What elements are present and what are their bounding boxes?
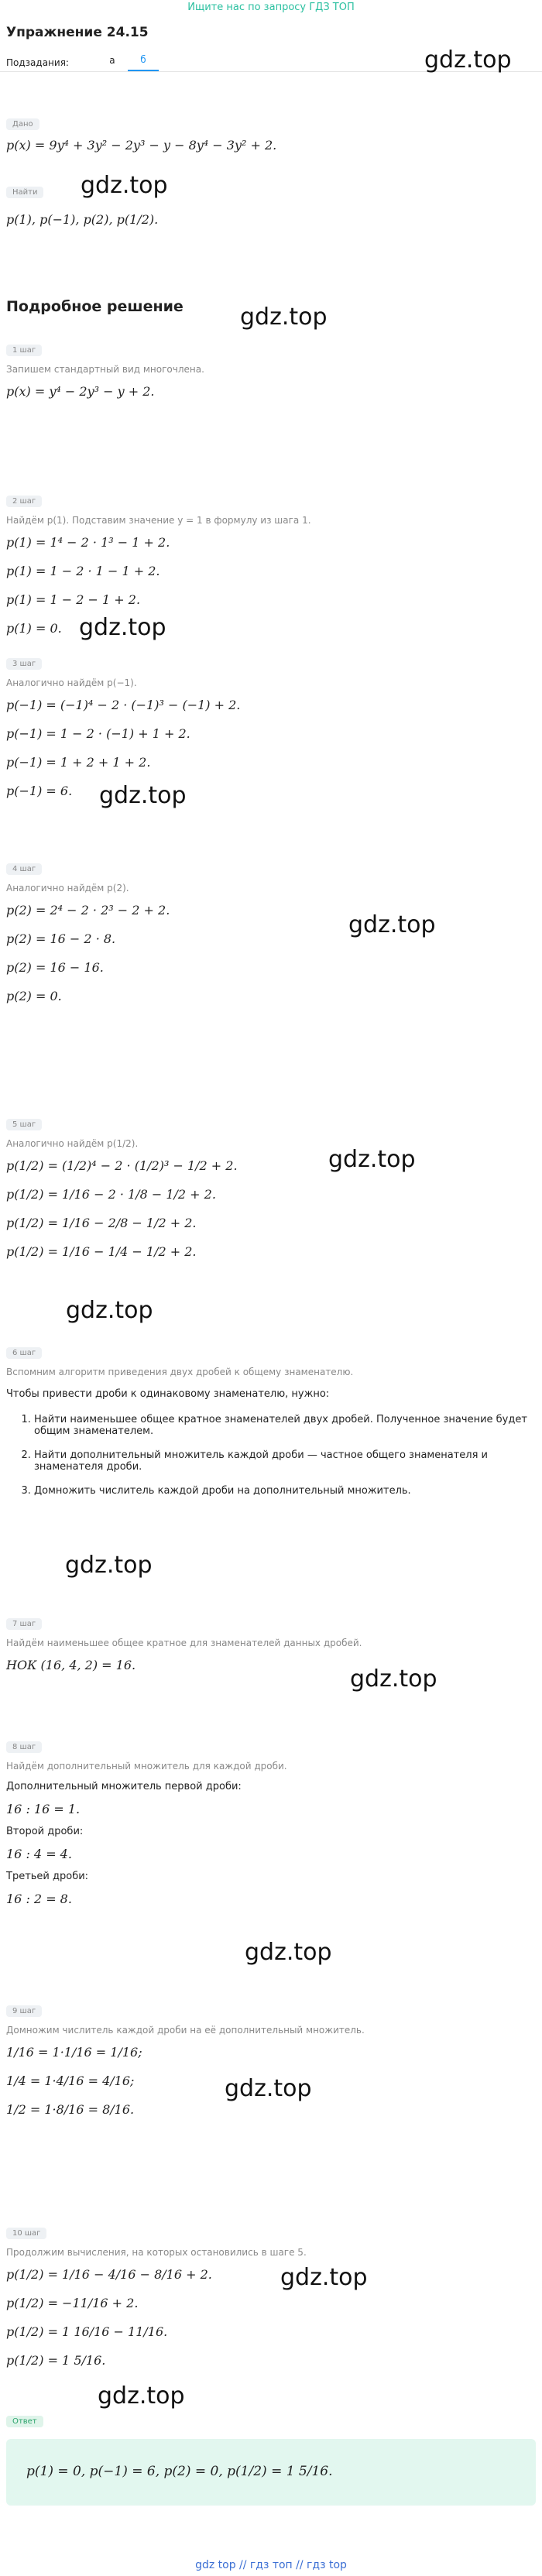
page-title: Упражнение 24.15: [6, 25, 149, 40]
tab-b[interactable]: б: [128, 54, 159, 71]
step-text: Второй дроби:: [6, 1826, 84, 1837]
step-formula: p(2) = 2⁴ − 2 · 2³ − 2 + 2.: [6, 903, 170, 918]
step-formula: p(−1) = 1 − 2 · (−1) + 1 + 2.: [6, 726, 190, 741]
step-note: Аналогично найдём p(1/2).: [6, 1138, 139, 1149]
step-note: Запишем стандартный вид многочлена.: [6, 364, 204, 375]
step-3: [0, 654, 542, 798]
find-tag: Найти: [6, 187, 43, 198]
step-tag: 7 шаг: [6, 1618, 42, 1630]
watermark: gdz.top: [240, 304, 328, 331]
step-formula: p(1) = 0.: [6, 621, 62, 636]
step-note: Продолжим вычисления, на которых остановились в шаге 5.: [6, 2247, 307, 2258]
step-formula: p(2) = 16 − 16.: [6, 960, 104, 975]
answer-box: [6, 2439, 536, 2506]
watermark: gdz.top: [245, 1939, 332, 1966]
step-tag: 5 шаг: [6, 1119, 42, 1130]
watermark: gdz.top: [66, 1297, 153, 1324]
step-note: Найдём наименьшее общее кратное для знаменателей данных дробей.: [6, 1638, 362, 1648]
step-formula: p(1/2) = 1/16 − 2 · 1/8 − 1/2 + 2.: [6, 1187, 216, 1202]
given-formula: p(x) = 9y⁴ + 3y² − 2y³ − y − 8y⁴ − 3y² + 2.: [6, 138, 277, 153]
step-note: Аналогично найдём p(−1).: [6, 677, 137, 688]
step-formula: 16 : 2 = 8.: [6, 1892, 72, 1906]
step-tag: 1 шаг: [6, 345, 42, 356]
step-formula: p(−1) = (−1)⁴ − 2 · (−1)³ − (−1) + 2.: [6, 698, 241, 712]
step-formula: p(1) = 1 − 2 − 1 + 2.: [6, 592, 141, 607]
step-formula: p(1/2) = 1 5/16.: [6, 2353, 106, 2368]
step-formula: p(−1) = 1 + 2 + 1 + 2.: [6, 755, 151, 770]
watermark: gdz.top: [225, 2075, 312, 2102]
find-formula: p(1), p(−1), p(2), p(1/2).: [6, 212, 159, 227]
step-tag: 8 шаг: [6, 1741, 42, 1753]
step-8: [0, 1737, 542, 1916]
step-tag: 9 шаг: [6, 2005, 42, 2017]
subtasks-label: Подзадания:: [6, 57, 69, 68]
watermark: gdz.top: [328, 1146, 416, 1173]
watermark: gdz.top: [424, 46, 512, 74]
step-formula: p(1/2) = 1/16 − 2/8 − 1/2 + 2.: [6, 1216, 197, 1230]
watermark: gdz.top: [79, 614, 166, 641]
watermark: gdz.top: [280, 2264, 368, 2291]
step-formula: 1/16 = 1·1/16 = 1/16;: [6, 2045, 142, 2060]
step-tag: 3 шаг: [6, 658, 42, 670]
step-formula: p(1/2) = 1/16 − 1/4 − 1/2 + 2.: [6, 1244, 197, 1259]
step-formula: p(1) = 1 − 2 · 1 − 1 + 2.: [6, 564, 160, 578]
step-formula: p(x) = y⁴ − 2y³ − y + 2.: [6, 384, 155, 399]
list-item: 1. Найти наименьшее общее кратное знаменателей двух дробей. Полученное значение будет общим знаменателем.: [34, 1414, 542, 1437]
footer-links[interactable]: gdz top // гдз топ // гдз top: [195, 2559, 347, 2571]
given-block: [0, 115, 542, 153]
step-7: [0, 1614, 542, 1672]
step-formula: 16 : 4 = 4.: [6, 1847, 72, 1861]
solution-title: Подробное решение: [6, 298, 184, 315]
top-banner[interactable]: Ищите нас по запросу ГДЗ ТОП: [187, 2, 355, 13]
step-formula: p(2) = 0.: [6, 989, 62, 1003]
step-formula: 16 : 16 = 1.: [6, 1802, 81, 1816]
step-formula: p(1) = 1⁴ − 2 · 1³ − 1 + 2.: [6, 535, 170, 550]
step-note: Аналогично найдём p(2).: [6, 883, 129, 894]
step-note: Найдём дополнительный множитель для каждой дроби.: [6, 1761, 287, 1772]
given-tag: Дано: [6, 118, 39, 130]
list-item: 2. Найти дополнительный множитель каждой дроби — частное общего знаменателя и знаменателя дроби.: [34, 1449, 542, 1473]
step-formula: p(−1) = 6.: [6, 784, 73, 798]
step-tag: 10 шаг: [6, 2228, 46, 2239]
step-formula: p(1/2) = −11/16 + 2.: [6, 2296, 139, 2310]
tab-a[interactable]: а: [109, 55, 115, 66]
watermark: gdz.top: [98, 2382, 185, 2410]
step-5: [0, 1115, 542, 1259]
watermark: gdz.top: [350, 1665, 437, 1693]
step-formula: p(1/2) = (1/2)⁴ − 2 · (1/2)³ − 1/2 + 2.: [6, 1158, 238, 1173]
watermark: gdz.top: [65, 1552, 153, 1579]
step-tag: 6 шаг: [6, 1347, 42, 1359]
list-item: 3. Домножить числитель каждой дроби на дополнительный множитель.: [34, 1485, 542, 1497]
step-formula: 1/2 = 1·8/16 = 8/16.: [6, 2102, 135, 2117]
step-note: Вспомним алгоритм приведения двух дробей к общему знаменателю.: [6, 1367, 354, 1377]
step-formula: p(1/2) = 1 16/16 − 11/16.: [6, 2324, 168, 2339]
step-6: [0, 1343, 542, 1509]
watermark: gdz.top: [81, 172, 168, 199]
step-1: [0, 341, 542, 399]
step-10: [0, 2224, 542, 2368]
step-tag: 2 шаг: [6, 496, 42, 507]
step-formula: 1/4 = 1·4/16 = 4/16;: [6, 2073, 135, 2088]
answer-formula: p(1) = 0, p(−1) = 6, p(2) = 0, p(1/2) = 1 5/16.: [26, 2464, 333, 2479]
step-note: Найдём p(1). Подставим значение y = 1 в формулу из шага 1.: [6, 515, 311, 526]
step-tag: 4 шаг: [6, 863, 42, 875]
answer-tag: Ответ: [6, 2416, 43, 2427]
answer-tag-wrap: [0, 2412, 542, 2427]
algorithm-list: [0, 1414, 542, 1497]
step-text: Дополнительный множитель первой дроби:: [6, 1781, 242, 1792]
step-text: Третьей дроби:: [6, 1871, 89, 1882]
step-intro: Чтобы привести дроби к одинаковому знаменателю, нужно:: [6, 1388, 330, 1400]
step-4: [0, 859, 542, 1003]
step-formula: НОК (16, 4, 2) = 16.: [6, 1658, 136, 1672]
step-formula: p(1/2) = 1/16 − 4/16 − 8/16 + 2.: [6, 2267, 212, 2282]
step-formula: p(2) = 16 − 2 · 8.: [6, 931, 116, 946]
watermark: gdz.top: [348, 911, 436, 938]
watermark: gdz.top: [99, 782, 187, 809]
step-note: Домножим числитель каждой дроби на её дополнительный множитель.: [6, 2025, 365, 2036]
